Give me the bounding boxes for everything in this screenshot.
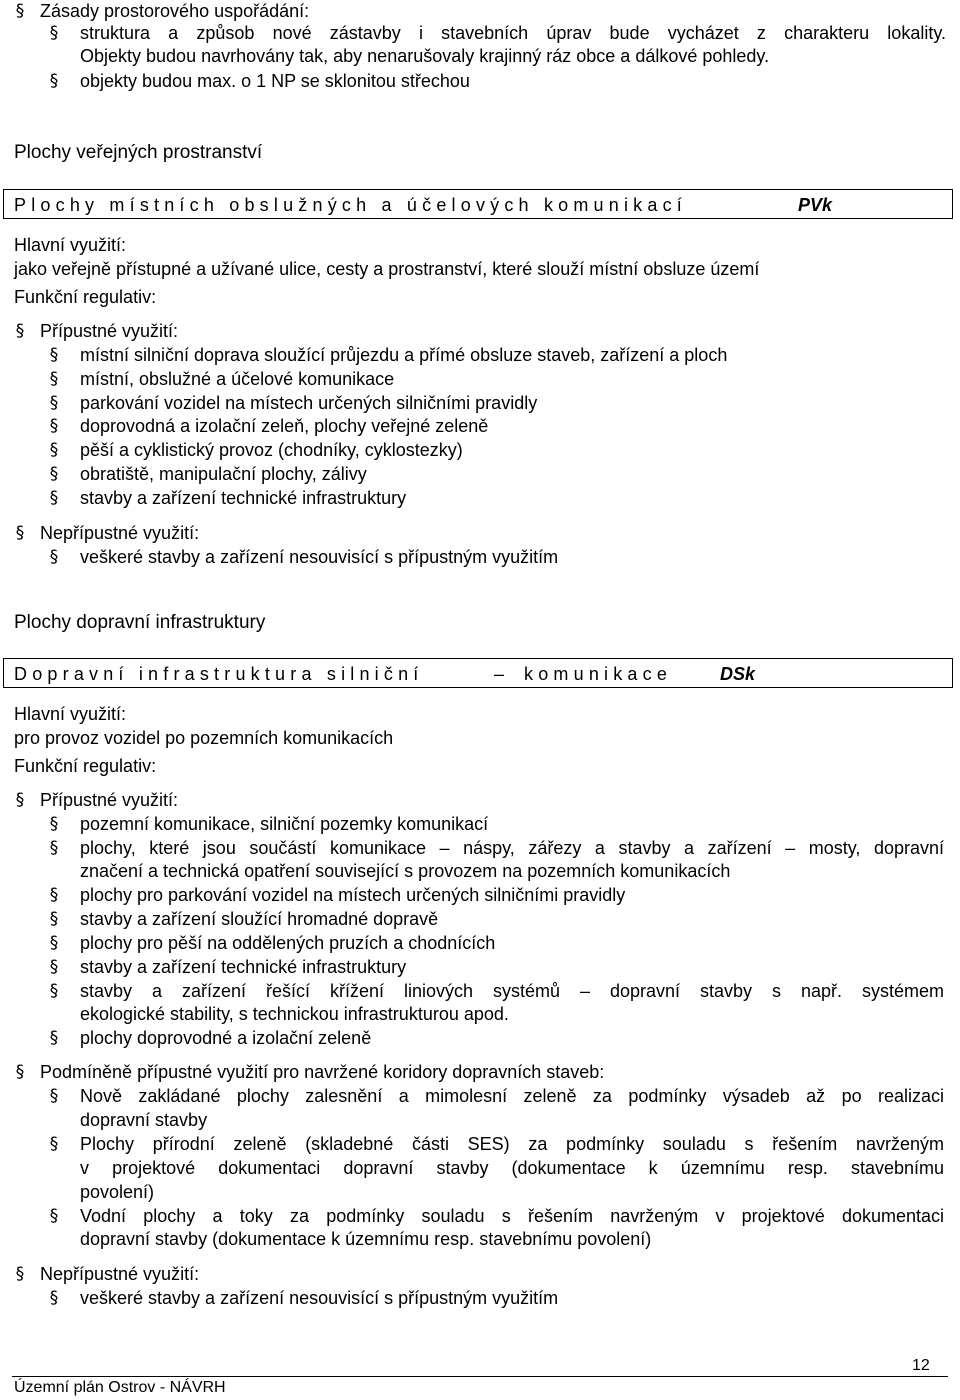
list-item: doprovodná a izolační zeleň, plochy veřejné zeleně bbox=[80, 416, 489, 436]
list-item: Plochy přírodní zeleně (skladebné části SES) za podmínky souladu s řešením navrženým bbox=[80, 1134, 944, 1154]
main-use-text: jako veřejně přístupné a užívané ulice, cesty a prostranství, které slouží místní obsluze území bbox=[14, 259, 760, 279]
list-item: parkování vozidel na místech určených silničními pravidly bbox=[80, 393, 538, 413]
bullet-icon bbox=[13, 789, 27, 811]
main-use-text: pro provoz vozidel po pozemních komunikacích bbox=[14, 728, 394, 748]
bullet-icon bbox=[47, 813, 61, 835]
list-item-continued: ekologické stability, s technickou infrastrukturou apod. bbox=[80, 1004, 509, 1024]
list-item: plochy pro pěší na oddělených pruzích a chodnících bbox=[80, 933, 496, 953]
principle-item-continued: Objekty budou navrhovány tak, aby nenarušovaly krajinný ráz obce a dálkové pohledy. bbox=[80, 46, 770, 66]
bullet-icon bbox=[47, 1205, 61, 1227]
bullet-icon bbox=[47, 1085, 61, 1107]
principle-item: struktura a způsob nové zástavby i stavebních úprav bude vycházet z charakteru lokality. bbox=[80, 23, 946, 43]
bullet-icon bbox=[47, 344, 61, 366]
list-item-continued: povolení) bbox=[80, 1182, 155, 1202]
regulation-label: Funkční regulativ: bbox=[14, 287, 157, 307]
bullet-icon bbox=[47, 908, 61, 930]
bullet-icon bbox=[47, 1133, 61, 1155]
list-item: veškeré stavby a zařízení nesouvisící s přípustným využitím bbox=[80, 547, 559, 567]
bullet-icon bbox=[47, 1287, 61, 1309]
list-item-continued: dopravní stavby bbox=[80, 1110, 208, 1130]
zone-title: Plochy místních obslužných a účelových komunikací bbox=[14, 195, 687, 215]
bullet-icon bbox=[47, 22, 61, 44]
list-item: stavby a zařízení řešící křížení liniových systémů – dopravní stavby s např. systémem bbox=[80, 981, 944, 1001]
list-item: stavby a zařízení technické infrastruktury bbox=[80, 488, 407, 508]
bullet-icon bbox=[47, 392, 61, 414]
bullet-icon bbox=[47, 487, 61, 509]
forbidden-label: Nepřípustné využití: bbox=[40, 523, 200, 543]
list-item: stavby a zařízení sloužící hromadné dopravě bbox=[80, 909, 439, 929]
list-item: plochy pro parkování vozidel na místech určených silničními pravidly bbox=[80, 885, 626, 905]
bullet-icon bbox=[47, 546, 61, 568]
principle-item: objekty budou max. o 1 NP se sklonitou střechou bbox=[80, 71, 470, 91]
footer-doc-name: Územní plán Ostrov - NÁVRH bbox=[14, 1379, 226, 1396]
zone-title: Dopravní infrastruktura silniční bbox=[14, 664, 424, 684]
bullet-icon bbox=[47, 1027, 61, 1049]
list-item: pěší a cyklistický provoz (chodníky, cyklostezky) bbox=[80, 440, 463, 460]
section-title: Plochy veřejných prostranství bbox=[14, 142, 263, 163]
zone-title-dash: – bbox=[494, 664, 505, 684]
zone-box-pvk bbox=[3, 189, 953, 219]
main-use-label: Hlavní využití: bbox=[14, 704, 127, 724]
main-use-label: Hlavní využití: bbox=[14, 235, 127, 255]
list-item: Vodní plochy a toky za podmínky souladu s řešením navrženým v projektové dokumentaci bbox=[80, 1206, 944, 1226]
list-item: pozemní komunikace, silniční pozemky komunikací bbox=[80, 814, 489, 834]
bullet-icon bbox=[13, 522, 27, 544]
bullet-icon bbox=[47, 837, 61, 859]
bullet-icon bbox=[47, 439, 61, 461]
zone-code: PVk bbox=[798, 195, 833, 215]
list-item-continued: dopravní stavby (dokumentace k územnímu resp. stavebnímu povolení) bbox=[80, 1229, 652, 1249]
bullet-icon bbox=[47, 70, 61, 92]
allowed-label: Přípustné využití: bbox=[40, 790, 179, 810]
bullet-icon bbox=[13, 1061, 27, 1083]
bullet-icon bbox=[47, 932, 61, 954]
list-item: plochy, které jsou součástí komunikace – náspy, zářezy a stavby a zařízení – mosty, dopravní bbox=[80, 838, 944, 858]
bullet-icon bbox=[13, 320, 27, 342]
bullet-icon bbox=[47, 368, 61, 390]
bullet-icon bbox=[13, 1263, 27, 1285]
regulation-label: Funkční regulativ: bbox=[14, 756, 157, 776]
list-item: stavby a zařízení technické infrastruktury bbox=[80, 957, 407, 977]
principles-label: Zásady prostorového uspořádání: bbox=[40, 1, 310, 21]
zone-code: DSk bbox=[720, 664, 756, 684]
bullet-icon bbox=[47, 884, 61, 906]
list-item: veškeré stavby a zařízení nesouvisící s přípustným využitím bbox=[80, 1288, 559, 1308]
list-item: plochy doprovodné a izolační zeleně bbox=[80, 1028, 372, 1048]
forbidden-label: Nepřípustné využití: bbox=[40, 1264, 200, 1284]
bullet-icon bbox=[13, 0, 27, 22]
zone-box-dsk bbox=[3, 658, 953, 688]
zone-title-2: komunikace bbox=[524, 664, 673, 684]
list-item-continued: v projektové dokumentaci dopravní stavby (dokumentace k územnímu resp. stavebnímu bbox=[80, 1158, 944, 1178]
list-item-continued: značení a technická opatření související s provozem na pozemních komunikacích bbox=[80, 861, 731, 881]
list-item: obratiště, manipulační plochy, zálivy bbox=[80, 464, 367, 484]
conditional-label: Podmíněně přípustné využití pro navržené koridory dopravních staveb: bbox=[40, 1062, 605, 1082]
bullet-icon bbox=[47, 415, 61, 437]
bullet-icon bbox=[47, 980, 61, 1002]
allowed-label: Přípustné využití: bbox=[40, 321, 179, 341]
list-item: Nově zakládané plochy zalesnění a mimolesní zeleně za podmínky výsadeb až po realizaci bbox=[80, 1086, 944, 1106]
list-item: místní, obslužné a účelové komunikace bbox=[80, 369, 395, 389]
section-title: Plochy dopravní infrastruktury bbox=[14, 612, 266, 633]
bullet-icon bbox=[47, 463, 61, 485]
page-number: 12 bbox=[912, 1357, 930, 1374]
bullet-icon bbox=[47, 956, 61, 978]
list-item: místní silniční doprava sloužící průjezdu a přímé obsluze staveb, zařízení a ploch bbox=[80, 345, 728, 365]
footer-divider bbox=[12, 1376, 948, 1377]
